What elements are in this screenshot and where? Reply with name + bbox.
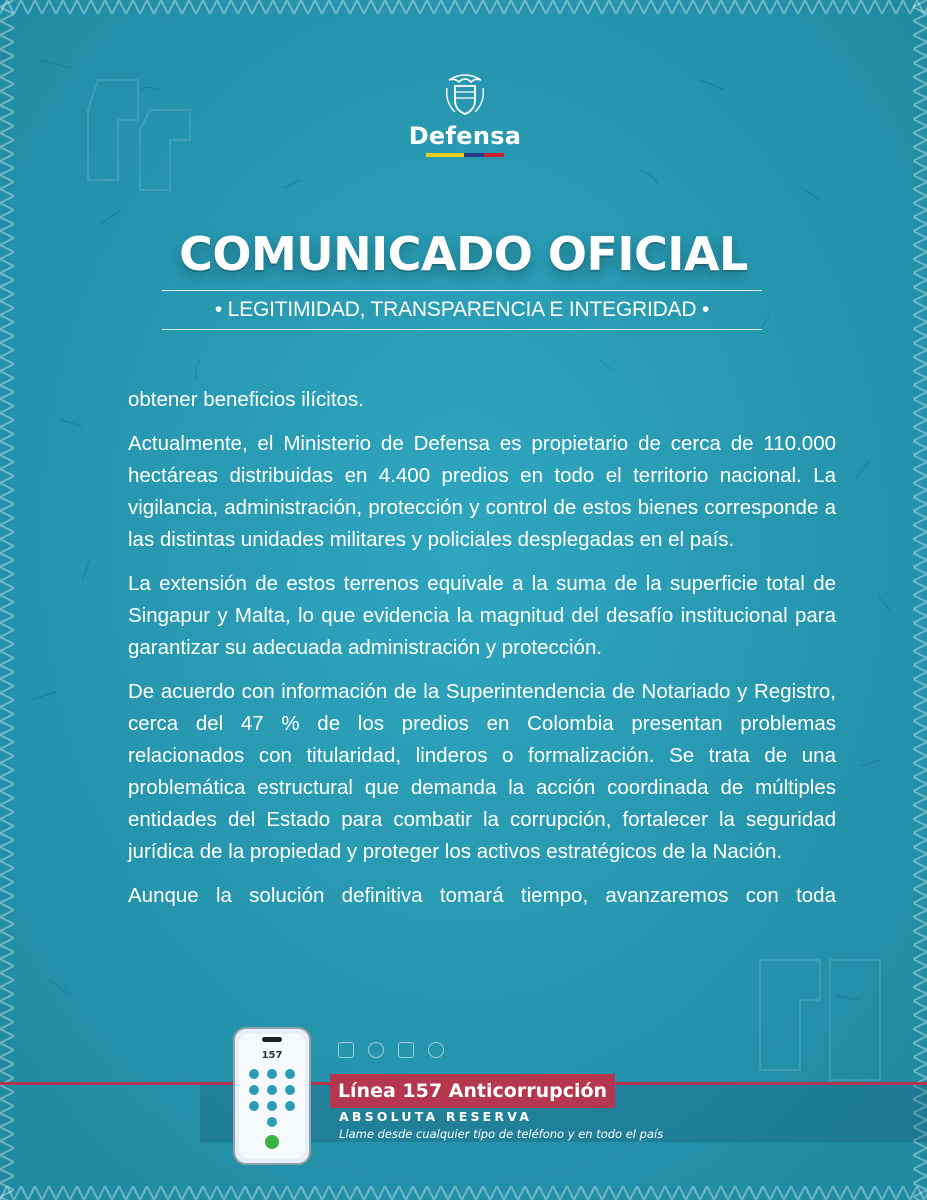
right-frame-pattern xyxy=(913,0,927,1200)
paragraph: La extensión de estos terrenos equivale a la suma de la superficie total de Singapur y Malta, lo que evidencia la magnitud del desafío institucional para garantizar su adecuada administración y protección. xyxy=(128,572,836,659)
page-title: COMUNICADO OFICIAL xyxy=(179,227,748,281)
left-frame-pattern xyxy=(0,0,14,1200)
globe-icon xyxy=(368,1042,384,1058)
hotline-note: Llame desde cualquier tipo de teléfono y en todo el país xyxy=(339,1127,664,1141)
footer-icons xyxy=(338,1040,468,1060)
subtitle-line-bottom xyxy=(162,329,762,330)
paragraph: obtener beneficios ilícitos. xyxy=(128,388,364,411)
phone-illustration xyxy=(232,1026,312,1166)
subtitle-line-top xyxy=(162,290,762,291)
body-text xyxy=(128,384,836,924)
logo-name: Defensa xyxy=(408,122,522,150)
flag-stripe xyxy=(400,153,530,157)
map-icon xyxy=(428,1042,444,1058)
calendar-icon xyxy=(338,1042,354,1058)
paragraph: De acuerdo con información de la Superintendencia de Notariado y Registro, cerca del 47 % de los predios en Colombia presentan problemas relacionados con titularidad, linderos o formalización. Se trata de una problemática estructural que demanda la acción coordinada de múltiples entidades del Estado para combatir la corrupción, fortalecer la seguridad jurídica de la propiedad y proteger los activos estratégicos de la Nación. xyxy=(128,680,836,863)
subtitle-bar xyxy=(162,290,762,330)
hotline-banner xyxy=(330,1074,615,1108)
hotline-reserve: ABSOLUTA RESERVA xyxy=(339,1109,533,1124)
coat-of-arms-icon xyxy=(443,72,487,118)
subtitle: • LEGITIMIDAD, TRANSPARENCIA E INTEGRIDAD • xyxy=(214,298,710,321)
bottom-frame-pattern xyxy=(0,1186,927,1200)
top-frame-pattern xyxy=(0,0,927,14)
paragraph: Actualmente, el Ministerio de Defensa es propietario de cerca de 110.000 hectáreas distribuidas en 4.400 predios en todo el territorio nacional. La vigilancia, administración, protección y control de estos bienes corresponde a las distintas unidades militares y policiales desplegadas en el país. xyxy=(128,432,836,551)
defensa-logo xyxy=(400,72,530,172)
phone-number: 157 xyxy=(261,1050,283,1061)
hotline-title: Línea 157 Anticorrupción xyxy=(337,1080,608,1102)
paragraph: Aunque la solución definitiva tomará tiempo, avanzaremos con toda xyxy=(128,884,836,907)
mobile-icon xyxy=(398,1042,414,1058)
